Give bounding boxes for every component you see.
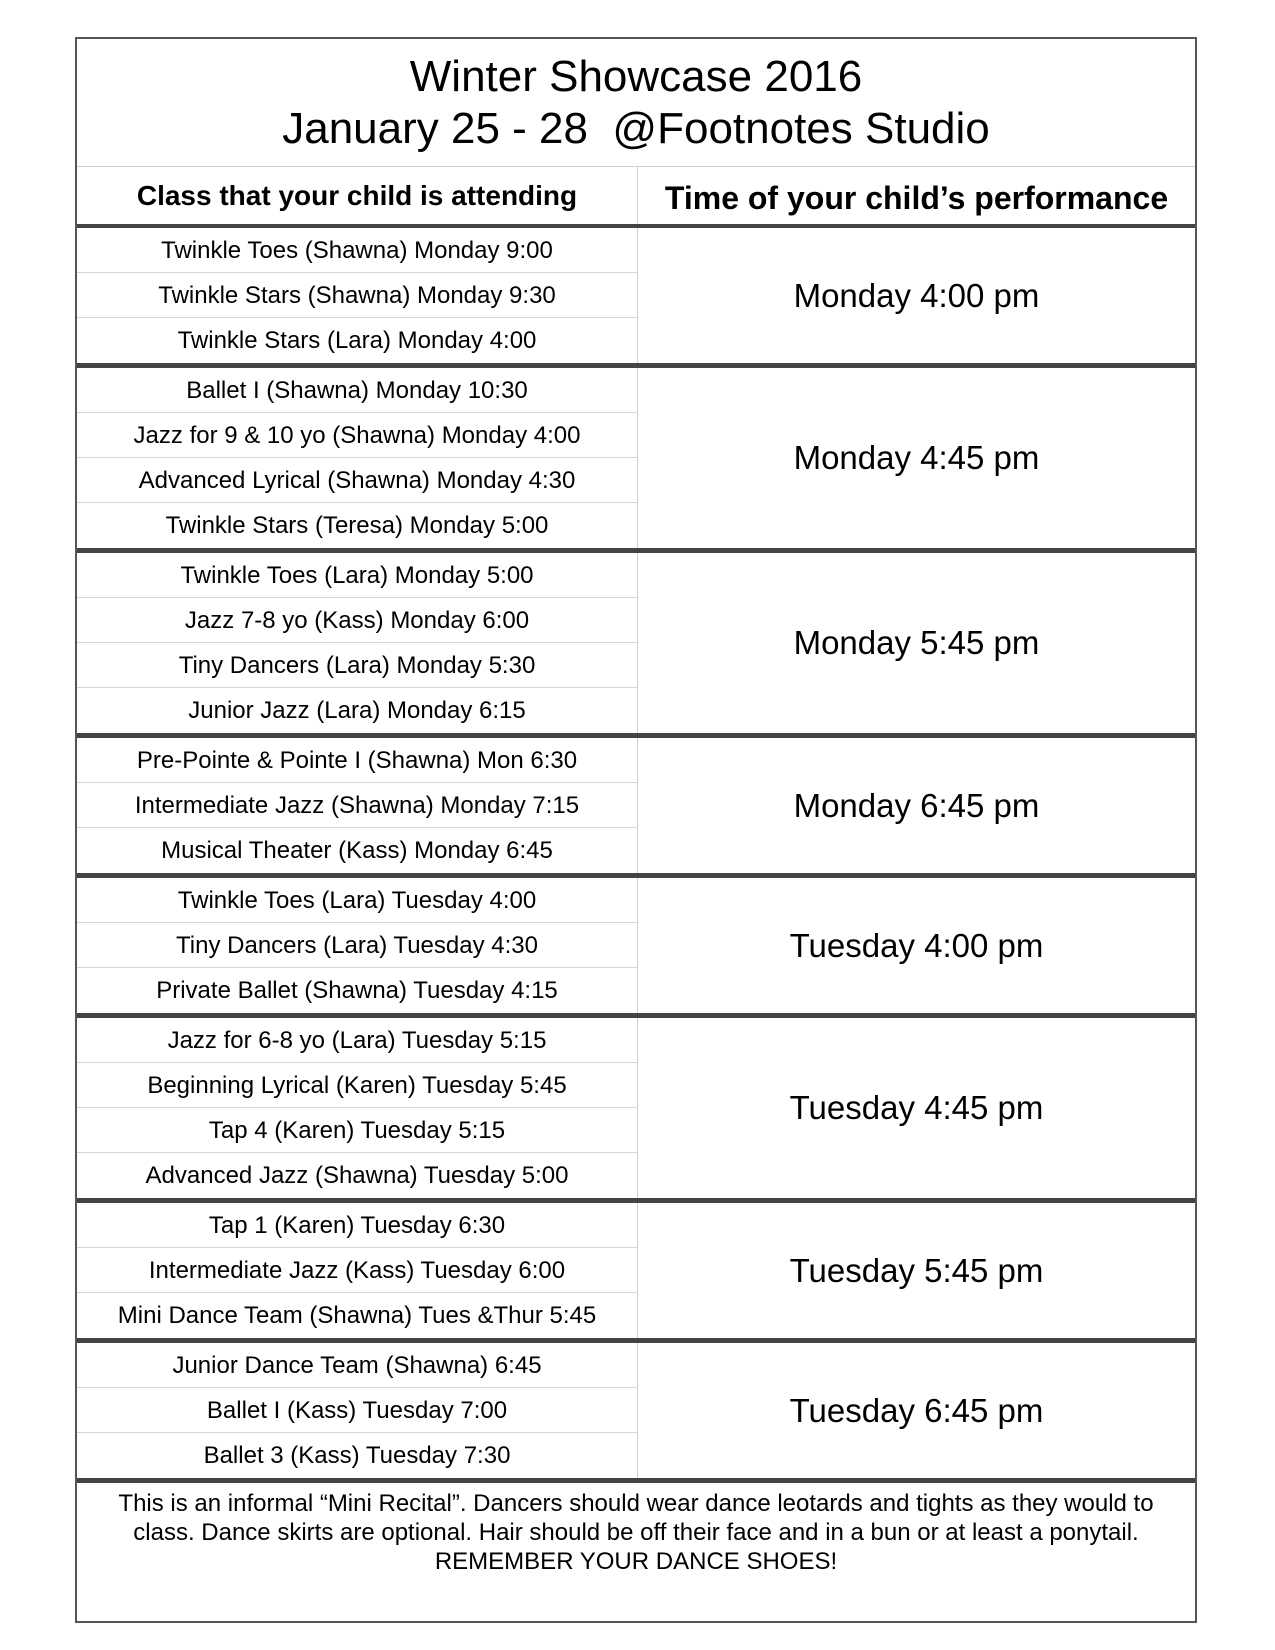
- class-row: Twinkle Toes (Lara) Tuesday 4:00: [77, 878, 637, 923]
- class-list: [77, 1018, 638, 1198]
- class-row: Mini Dance Team (Shawna) Tues &Thur 5:45: [117, 1302, 597, 1329]
- performance-time: Monday 4:45 pm: [793, 439, 1040, 476]
- class-list: [77, 553, 638, 733]
- schedule-sheet: [75, 37, 1197, 1623]
- class-row: Intermediate Jazz (Kass) Tuesday 6:00: [77, 1248, 637, 1293]
- class-row: Beginning Lyrical (Karen) Tuesday 5:45: [77, 1063, 637, 1108]
- time-column-header: Time of your child’s performance: [664, 180, 1169, 216]
- performance-time: Tuesday 4:00 pm: [789, 926, 1044, 964]
- performance-time: Tuesday 5:45 pm: [789, 1251, 1044, 1289]
- schedule-group: [77, 228, 1195, 368]
- class-row: Tiny Dancers (Lara) Monday 5:30: [77, 643, 637, 688]
- class-row: Twinkle Stars (Shawna) Monday 9:30: [77, 273, 637, 318]
- footer-line-1: This is an informal “Mini Recital”. Dancers should wear dance leotards and tights as they would to: [118, 1490, 1154, 1517]
- performance-time: Monday 4:00 pm: [793, 276, 1040, 314]
- class-row: Tap 1 (Karen) Tuesday 6:30: [77, 1203, 637, 1248]
- schedule-group: [77, 1343, 1195, 1483]
- schedule-title: Winter Showcase 2016: [409, 52, 863, 101]
- class-row: Advanced Lyrical (Shawna) Monday 4:30: [77, 458, 637, 503]
- schedule-subtitle: January 25 - 28 @Footnotes Studio: [282, 104, 990, 153]
- class-row: Intermediate Jazz (Shawna) Monday 7:15: [77, 783, 637, 828]
- class-row: Twinkle Stars (Teresa) Monday 5:00: [165, 512, 549, 539]
- class-list: [77, 1203, 638, 1338]
- class-row: Private Ballet (Shawna) Tuesday 4:15: [156, 977, 558, 1004]
- performance-time: Monday 6:45 pm: [793, 786, 1040, 824]
- schedule-group: [77, 1018, 1195, 1203]
- footer-note: [77, 1483, 1195, 1576]
- class-list: [77, 738, 638, 873]
- class-row: Jazz for 6-8 yo (Lara) Tuesday 5:15: [77, 1018, 637, 1063]
- performance-time: Tuesday 6:45 pm: [789, 1391, 1044, 1429]
- class-row: Musical Theater (Kass) Monday 6:45: [161, 837, 553, 864]
- class-row: Junior Dance Team (Shawna) 6:45: [77, 1343, 637, 1388]
- schedule-table-body: [77, 228, 1195, 1483]
- class-list: [77, 228, 638, 363]
- footer-line-3: REMEMBER YOUR DANCE SHOES!: [434, 1548, 838, 1575]
- schedule-group: [77, 738, 1195, 878]
- performance-time: Tuesday 4:45 pm: [789, 1089, 1044, 1126]
- class-list: [77, 1343, 638, 1478]
- class-row: Pre-Pointe & Pointe I (Shawna) Mon 6:30: [77, 738, 637, 783]
- class-row: Junior Jazz (Lara) Monday 6:15: [188, 697, 526, 724]
- class-row: Ballet I (Shawna) Monday 10:30: [77, 368, 637, 413]
- footer-line-2: class. Dance skirts are optional. Hair should be off their face and in a bun or at least a ponytail.: [133, 1519, 1139, 1546]
- schedule-group: [77, 878, 1195, 1018]
- class-row: Twinkle Toes (Lara) Monday 5:00: [77, 553, 637, 598]
- schedule-group: [77, 553, 1195, 738]
- performance-time: Monday 5:45 pm: [793, 624, 1040, 661]
- class-row: Tap 4 (Karen) Tuesday 5:15: [77, 1108, 637, 1153]
- class-row: Ballet I (Kass) Tuesday 7:00: [77, 1388, 637, 1433]
- schedule-header: [77, 39, 1195, 167]
- class-list: [77, 878, 638, 1013]
- schedule-group: [77, 1203, 1195, 1343]
- class-row: Twinkle Stars (Lara) Monday 4:00: [177, 327, 537, 354]
- class-row: Tiny Dancers (Lara) Tuesday 4:30: [77, 923, 637, 968]
- class-row: Twinkle Toes (Shawna) Monday 9:00: [77, 228, 637, 273]
- class-row: Ballet 3 (Kass) Tuesday 7:30: [203, 1442, 511, 1469]
- schedule-group: [77, 368, 1195, 553]
- class-row: Jazz 7-8 yo (Kass) Monday 6:00: [77, 598, 637, 643]
- class-row: Jazz for 9 & 10 yo (Shawna) Monday 4:00: [77, 413, 637, 458]
- class-column-header: Class that your child is attending: [77, 167, 638, 224]
- class-row: Advanced Jazz (Shawna) Tuesday 5:00: [145, 1162, 569, 1189]
- column-headers: [77, 167, 1195, 228]
- class-list: [77, 368, 638, 548]
